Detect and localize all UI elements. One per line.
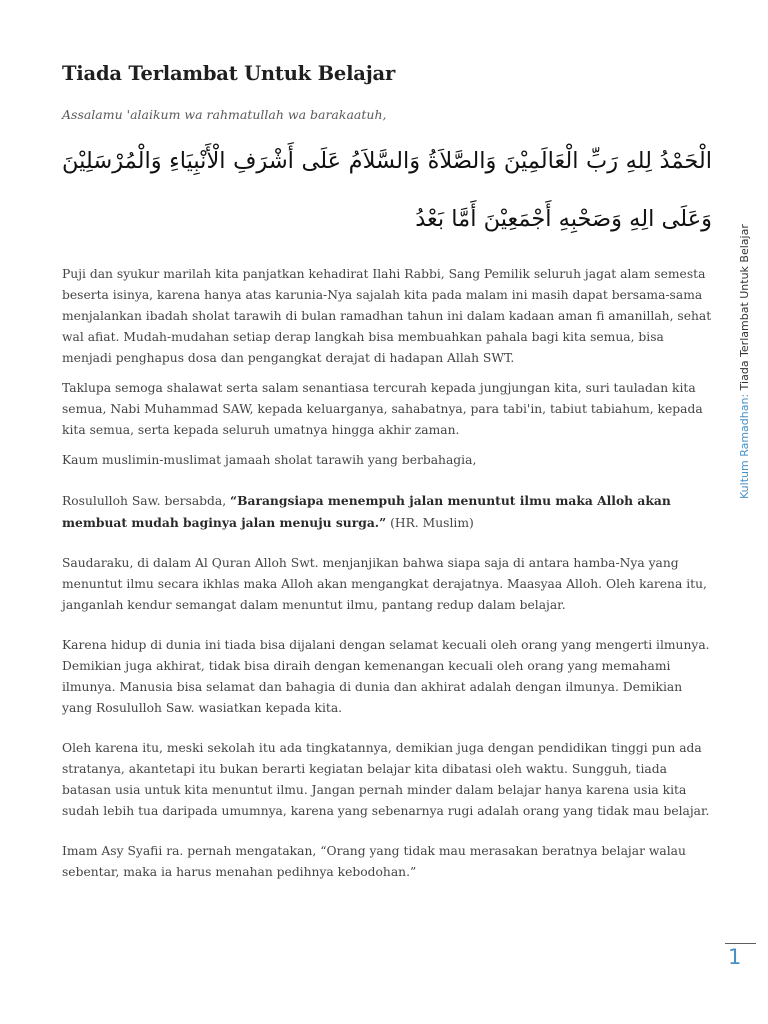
side-section-label: Kultum Ramadhan: bbox=[738, 393, 751, 499]
paragraph-address: Kaum muslimin-muslimat jamaah sholat tarawih yang berbahagia, bbox=[62, 453, 477, 467]
salam-greeting: Assalamu 'alaikum wa rahmatullah wa barakaatuh, bbox=[62, 107, 387, 122]
page-number: 1 bbox=[728, 945, 742, 969]
paragraph-life-knowledge: Karena hidup di dunia ini tiada bisa dijalani dengan selamat kecuali oleh orang yang mengerti ilmunya. Demikian juga akhirat, tidak bisa diraih dengan kemenangan kecuali oleh orang yang memahami ilmunya. Manusia bisa selamat dan bahagia di dunia dan akhirat adalah dengan ilmunya. Demikian yang Rosululloh Saw. wasiatkan kepada kita. bbox=[62, 638, 710, 715]
paragraph-quran-promise: Saudaraku, di dalam Al Quran Alloh Swt. menjanjikan bahwa siapa saja di antara hamba-Nya yang menuntut ilmu secara ikhlas maka Alloh akan mengangkat derajatnya. Maasyaa Alloh. Oleh karena itu, janganlah kendur semangat dalam menuntut ilmu, pantang redup dalam belajar. bbox=[62, 556, 707, 612]
hadith-quote: “Barangsiapa menempuh jalan menuntut ilmu maka Alloh akan membuat mudah baginya jalan menuju surga.” bbox=[62, 493, 671, 530]
paragraph-hadith bbox=[62, 490, 712, 534]
side-running-header bbox=[738, 224, 751, 499]
paragraph-praise: Puji dan syukur marilah kita panjatkan kehadirat Ilahi Rabbi, Sang Pemilik seluruh jagat alam semesta beserta isinya, karena hanya atas karunia-Nya sajalah kita pada malam ini masih dapat bersama-sama menjalankan ibadah sholat tarawih di bulan ramadhan tahun ini dalam kadaan aman fi amanillah, sehat wal afiat. Mudah-mudahan setiap derap langkah bisa membuahkan pahala bagi kita semua, bisa menjadi penghapus dosa dan pengangkat derajat di hadapan Allah SWT. bbox=[62, 267, 712, 365]
arabic-opening: الْحَمْدُ لِلهِ رَبِّ الْعَالَمِيْنَ وَالصَّلاَةُ وَالسَّلاَمُ عَلَى أَشْرَفِ الْأَنْبِيَاءِ وَالْمُرْسَلِيْنَ وَعَلَى الِهِ وَصَحْبِهِ أَجْمَعِيْنَ أَمَّا بَعْدُ bbox=[62, 148, 712, 232]
document-body bbox=[62, 62, 712, 892]
paragraph-imam-syafii: Imam Asy Syafii ra. pernah mengatakan, “Orang yang tidak mau merasakan beratnya belajar walau sebentar, maka ia harus menahan pedihnya kebodohan.” bbox=[62, 844, 686, 879]
page-number-rule bbox=[725, 943, 756, 944]
document-title: Tiada Terlambat Untuk Belajar bbox=[62, 62, 396, 85]
side-doc-title: Tiada Terlambat Untuk Belajar bbox=[738, 224, 751, 394]
hadith-intro: Rosululloh Saw. bersabda, bbox=[62, 494, 231, 508]
paragraph-shalawat: Taklupa semoga shalawat serta salam senantiasa tercurah kepada jungjungan kita, suri tauladan kita semua, Nabi Muhammad SAW, kepada keluarganya, sahabatnya, para tabi'in, tabiut tabiahum, kepada kita semua, serta kepada seluruh umatnya hingga akhir zaman. bbox=[62, 381, 703, 437]
hadith-source: (HR. Muslim) bbox=[386, 516, 474, 530]
paragraph-no-age-limit: Oleh karena itu, meski sekolah itu ada tingkatannya, demikian juga dengan pendidikan tinggi pun ada stratanya, akantetapi itu bukan berarti kegiatan belajar kita dibatasi oleh waktu. Sungguh, tiada batasan usia untuk kita menuntut ilmu. Jangan pernah minder dalam belajar hanya karena usia kita sudah lebih tua daripada umumnya, karena yang sebenarnya rugi adalah orang yang tidak mau belajar. bbox=[62, 741, 710, 818]
